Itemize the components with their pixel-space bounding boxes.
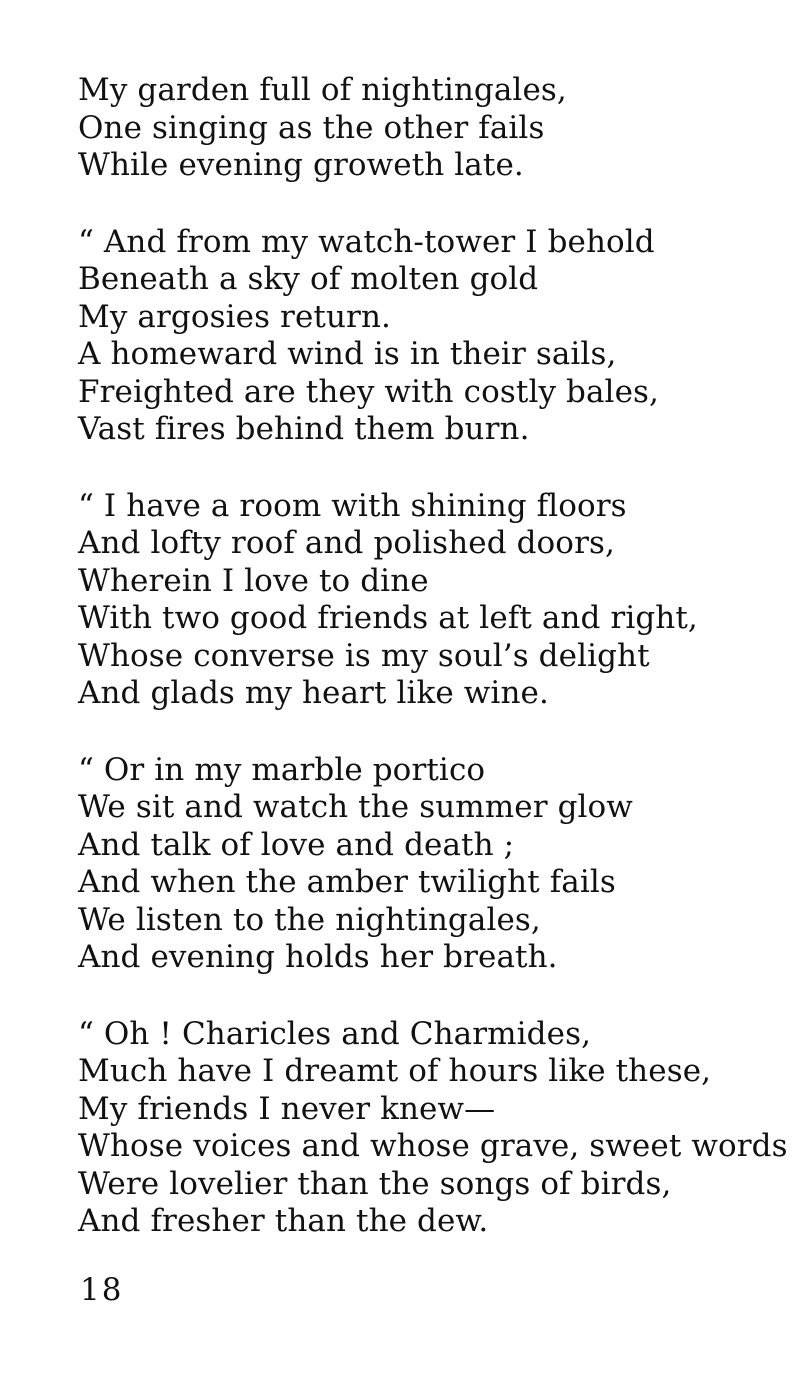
poem-line: And evening holds her breath. [78,939,558,975]
stanza-5 [78,1015,788,1241]
poem-text [78,72,788,1280]
poem-line: One singing as the other fails [78,109,545,146]
poem-line: My argosies return. [78,298,391,335]
poem-line: My garden full of nightingales, [78,72,567,108]
page-number: 18 [80,1272,124,1308]
poem-line: Vast fires behind them burn. [78,411,530,447]
stanza-3 [78,488,778,713]
poem-line: “ Oh ! Charicles and Charmides, [78,1015,592,1052]
poem-line: We sit and watch the summer glow [78,789,633,825]
poem-line: Were lovelier than the songs of birds, [78,1165,672,1202]
poem-line: My friends I never knew— [78,1090,496,1127]
poem-line: “ Or in my marble portico [78,751,486,788]
poem-line: We listen to the nightingales, [78,901,541,938]
poem-line: Whose converse is my soul’s delight [78,637,650,674]
poem-line: Whose voices and whose grave, sweet words [78,1128,788,1164]
poem-line: While evening groweth late. [78,147,524,183]
poem-line: And talk of love and death ; [78,826,515,863]
poem-line: A homeward wind is in their sails, [78,336,617,372]
poem-line: Freighted are they with costly bales, [78,373,659,410]
stanza-1 [78,72,778,185]
poem-line: And glads my heart like wine. [78,675,549,711]
poem-line: Beneath a sky of molten gold [78,261,539,297]
poem-line: With two good friends at left and right, [78,600,698,636]
poem-line: And lofty roof and polished doors, [78,525,615,561]
stanza-2 [78,224,778,449]
poem-line: Much have I dreamt of hours like these, [78,1053,712,1089]
poem-line: “ I have a room with shining floors [78,487,627,524]
poem-line: “ And from my watch-tower I behold [78,223,655,260]
poem-line: Wherein I love to dine [78,562,429,599]
poem-line: And fresher than the dew. [78,1203,489,1239]
poem-line: And when the amber twilight fails [78,864,616,900]
stanza-4 [78,752,778,977]
